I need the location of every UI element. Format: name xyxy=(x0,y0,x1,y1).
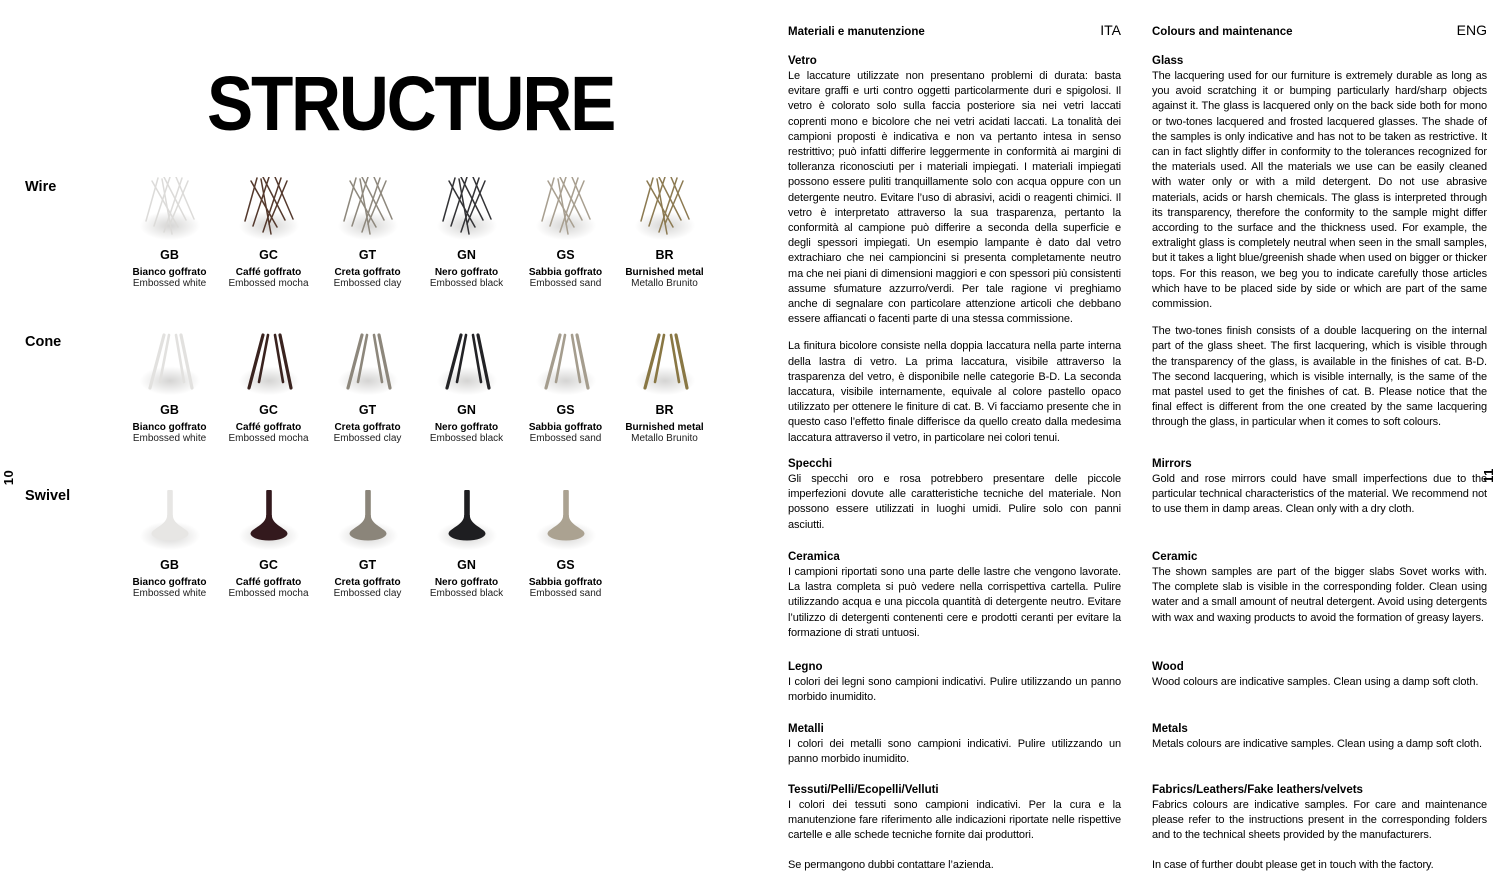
finish-name-alt: Embossed clay xyxy=(333,588,402,599)
section-paragraph: La finitura bicolore consiste nella doppia laccatura nella parte interna della lastra di vetro. La prima laccatura, visibile attraverso la trasparenza del vetro, è disponibile nelle categorie B-D. La seconda laccatura, visibile internamente, equivale al colore pastello opaco utilizzato per ottenere le finiture di cat. B. Vi facciamo presente che in questo caso l’effetto finale differisce da quello creato dalla medesima laccatura attraverso il vetro, in particolare nei colori tenui. xyxy=(788,340,1121,444)
finish-code: GT xyxy=(358,248,377,262)
wire-base-icon xyxy=(436,177,498,242)
wire-base-icon xyxy=(634,177,696,242)
swatch-row-swivel xyxy=(120,487,615,599)
section-heading: Ceramic xyxy=(1152,551,1198,563)
section-heading: Tessuti/Pelli/Ecopelli/Velluti xyxy=(788,784,939,796)
section-wood xyxy=(1152,660,1487,690)
finish-name-alt: Embossed black xyxy=(429,278,504,289)
section-footer-eng xyxy=(1152,858,1487,873)
section-glass xyxy=(1152,54,1487,431)
finish-name-alt: Embossed sand xyxy=(529,433,602,444)
ita-column xyxy=(788,22,1121,871)
section-footer-ita xyxy=(788,858,1121,873)
section-paragraph: I colori dei tessuti sono campioni indicativi. Per la cura e la manutenzione fare riferimento alle indicazioni riportate nelle rispettive cartelle e alle schede tecniche fornite dai produttori. xyxy=(788,799,1121,842)
finish-swatch-cone-gn xyxy=(417,332,516,444)
finish-name-alt: Embossed clay xyxy=(333,433,402,444)
section-metals xyxy=(1152,722,1487,752)
finish-name: Caffé goffrato xyxy=(235,577,302,588)
finish-name: Caffé goffrato xyxy=(235,422,302,433)
section-paragraph: The two-tones finish consists of a double lacquering on the internal part of the glass sheet. The first lacquering, which is visible through the transparency of the glass, is available in the finishes of cat. B-D. The second lacquering, which is visible internally, is the same of the mat pastel used to get the finishes of cat. B. Please notice that the final effect is different from the one created by the same lacquering through the glass, in particular when it comes to soft colours. xyxy=(1152,325,1487,429)
finish-swatch-wire-gb xyxy=(120,177,219,289)
finish-name: Sabbia goffrato xyxy=(528,422,603,433)
section-paragraph: In case of further doubt please get in touch with the factory. xyxy=(1152,859,1434,871)
section-paragraph: The lacquering used for our furniture is extremely durable as long as you avoid scratching it or bumping particularly hard/sharp objects against it. The glass is lacquered only on the back side both for mono or two-tones lacquered and frosted lacquered glasses. The shade of the samples is only indicative and has not to be taken as restrictive. It can in fact slightly differ in conformity to the tolerances recognized for the materials used. All the materials we use can be easily cleaned with water only or with a mild detergent. Do not use abrasive materials, acids or harsh chemicals. The glass is interpreted through its transparency, therefore the conformity to the sample might differ according to the surface and the thickness used. For example, the extralight glass is completely neutral when seen in the small samples, but it takes a light blue/greenish shade when used on bigger or thicker tops. For this reason, we beg you to indicate carefully those articles which have to be placed side by side or which are part of the same commission. xyxy=(1152,70,1487,311)
finish-swatch-swivel-gs xyxy=(516,487,615,599)
finish-swatch-wire-br xyxy=(615,177,714,289)
finish-code: GN xyxy=(457,403,476,417)
ita-language-badge: ITA xyxy=(1100,22,1121,38)
finish-name-alt: Embossed mocha xyxy=(228,278,309,289)
section-heading: Vetro xyxy=(788,55,817,67)
finish-code: GC xyxy=(259,558,278,572)
section-paragraph: Wood colours are indicative samples. Clean using a damp soft cloth. xyxy=(1152,676,1479,688)
finish-name: Nero goffrato xyxy=(434,422,499,433)
swivel-base-icon xyxy=(337,487,399,552)
row-label-cone: Cone xyxy=(25,334,62,350)
finish-code: BR xyxy=(655,248,674,262)
eng-column xyxy=(1152,22,1487,871)
finish-code: GN xyxy=(457,558,476,572)
finish-name: Bianco goffrato xyxy=(132,577,207,588)
wire-base-icon xyxy=(139,177,201,242)
section-heading: Mirrors xyxy=(1152,458,1192,470)
finish-name-alt: Embossed black xyxy=(429,433,504,444)
section-heading: Specchi xyxy=(788,458,833,470)
cone-base-icon xyxy=(535,332,597,397)
finish-swatch-cone-br xyxy=(615,332,714,444)
section-metalli xyxy=(788,722,1121,767)
finish-name: Caffé goffrato xyxy=(235,267,302,278)
section-paragraph: Fabrics colours are indicative samples. For care and maintenance please refer to the instructions present in the corresponding folders and to the technical sheets provided by the manufacturers. xyxy=(1152,799,1487,842)
ita-header-title: Materiali e manutenzione xyxy=(788,26,925,38)
finish-name: Sabbia goffrato xyxy=(528,577,603,588)
finish-swatch-cone-gb xyxy=(120,332,219,444)
page-title: STRUCTURE xyxy=(207,60,615,147)
finish-swatch-swivel-gn xyxy=(417,487,516,599)
finish-name: Nero goffrato xyxy=(434,267,499,278)
finish-code: GS xyxy=(556,248,575,262)
section-heading: Legno xyxy=(788,661,823,673)
section-paragraph: I campioni riportati sono una parte delle lastre che vengono lavorate. La lastra completa si può vedere nella corrispettiva cartella. Pulire utilizzando acqua e una piccola quantità di detergente neutro. Evitare l’utilizzo di detergenti contenenti cere e prodotti ceranti per evitare la formazione di strati untuosi. xyxy=(788,566,1121,639)
cone-base-icon xyxy=(337,332,399,397)
finish-swatch-swivel-gt xyxy=(318,487,417,599)
cone-base-icon xyxy=(436,332,498,397)
section-paragraph: Metals colours are indicative samples. Clean using a damp soft cloth. xyxy=(1152,738,1482,750)
finish-name-alt: Embossed clay xyxy=(333,278,402,289)
cone-base-icon xyxy=(634,332,696,397)
finish-swatch-wire-gs xyxy=(516,177,615,289)
section-vetro xyxy=(788,54,1121,446)
section-heading: Wood xyxy=(1152,661,1184,673)
finish-code: GS xyxy=(556,403,575,417)
section-ceramica xyxy=(788,550,1121,641)
finish-name: Burnished metal xyxy=(625,267,704,278)
section-specchi xyxy=(788,457,1121,533)
finish-name-alt: Embossed sand xyxy=(529,588,602,599)
finish-swatch-wire-gn xyxy=(417,177,516,289)
finish-code: GB xyxy=(160,403,179,417)
finish-name-alt: Embossed mocha xyxy=(228,588,309,599)
page-number-left: 10 xyxy=(1,469,17,486)
swatch-row-cone xyxy=(120,332,714,444)
finish-swatch-cone-gs xyxy=(516,332,615,444)
finish-name-alt: Embossed white xyxy=(132,433,207,444)
finish-name-alt: Embossed black xyxy=(429,588,504,599)
wire-base-icon xyxy=(535,177,597,242)
section-paragraph: The shown samples are part of the bigger slabs Sovet works with. The complete slab is visible in the corresponding folder. Clean using water and a small amount of neutral detergent. Avoid using detergents with wax and waxing products to avoid the formation of greasy layers. xyxy=(1152,566,1487,624)
section-heading: Ceramica xyxy=(788,551,840,563)
finish-code: BR xyxy=(655,403,674,417)
finish-name-alt: Embossed white xyxy=(132,278,207,289)
finish-code: GB xyxy=(160,558,179,572)
finish-name-alt: Embossed white xyxy=(132,588,207,599)
section-heading: Glass xyxy=(1152,55,1184,67)
finish-name-alt: Embossed sand xyxy=(529,278,602,289)
section-ceramic xyxy=(1152,550,1487,626)
finish-name: Bianco goffrato xyxy=(132,422,207,433)
section-paragraph: Gli specchi oro e rosa potrebbero presentare delle piccole imperfezioni dovute alle caratteristiche tecniche del materiale. Non possono essere utilizzati in luoghi umidi. Pulire solo con panni asciutti. xyxy=(788,473,1121,531)
finish-name: Nero goffrato xyxy=(434,577,499,588)
row-label-wire: Wire xyxy=(25,179,57,195)
section-paragraph: I colori dei metalli sono campioni indicativi. Pulire utilizzando un panno morbido inumidito. xyxy=(788,738,1121,766)
swivel-base-icon xyxy=(436,487,498,552)
cone-base-icon xyxy=(139,332,201,397)
section-heading: Metals xyxy=(1152,723,1188,735)
section-fabrics xyxy=(1152,783,1487,844)
section-heading: Fabrics/Leathers/Fake leathers/velvets xyxy=(1152,784,1363,796)
finish-code: GN xyxy=(457,248,476,262)
wire-base-icon xyxy=(238,177,300,242)
finish-name: Burnished metal xyxy=(625,422,704,433)
finish-name-alt: Embossed mocha xyxy=(228,433,309,444)
row-label-swivel: Swivel xyxy=(25,488,71,504)
finish-swatch-wire-gt xyxy=(318,177,417,289)
swivel-base-icon xyxy=(535,487,597,552)
section-tessuti xyxy=(788,783,1121,844)
section-paragraph: Gold and rose mirrors could have small imperfections due to the particular technical characteristics of the material. We recommend not to use them in damp areas. Clean only with a dry cloth. xyxy=(1152,473,1487,516)
finish-swatch-cone-gt xyxy=(318,332,417,444)
finish-code: GB xyxy=(160,248,179,262)
eng-column-header xyxy=(1152,22,1487,38)
swivel-base-icon xyxy=(139,487,201,552)
swatch-row-wire xyxy=(120,177,714,289)
finish-code: GS xyxy=(556,558,575,572)
finish-code: GT xyxy=(358,403,377,417)
finish-name: Sabbia goffrato xyxy=(528,267,603,278)
finish-code: GC xyxy=(259,403,278,417)
finish-name: Creta goffrato xyxy=(334,577,401,588)
section-legno xyxy=(788,660,1121,705)
eng-language-badge: ENG xyxy=(1456,22,1487,38)
finish-swatch-swivel-gc xyxy=(219,487,318,599)
section-paragraph: Se permangono dubbi contattare l’azienda. xyxy=(788,859,994,871)
section-mirrors xyxy=(1152,457,1487,518)
cone-base-icon xyxy=(238,332,300,397)
finish-name: Bianco goffrato xyxy=(132,267,207,278)
finish-name: Creta goffrato xyxy=(334,422,401,433)
finish-swatch-swivel-gb xyxy=(120,487,219,599)
section-paragraph: Le laccature utilizzate non presentano problemi di durata: basta evitare graffi e urti contro oggetti particolarmente duri e spigolosi. Il vetro è colorato solo sulla faccia posteriore sia nei vetri laccati coprenti mono e bicolore che nei vetri acidati laccati. La tonalità dei campioni proposti è indicativa e non va pertanto intesa in senso restrittivo; può infatti differire leggermente in conformità ai margini di tolleranza riconosciuti per i materiali impiegati. I materiali impiegati possono essere puliti tranquillamente solo con acqua oppure con un detergente neutro. Evitare l’uso di abrasivi, acidi o reagenti chimici. Il vetro è interpretato attraverso la sua trasparenza, pertanto la conformità al campione può differire a seconda della superficie e degli spessori impiegati. Un esempio lampante è dato dal vetro extrachiaro che nei campioncini si presenta completamente neutro ma che nei piani di dimensioni maggiori e con spessori più consistenti assume sfumature azzurro/verdi. Per tale ragione vi preghiamo anche di segnalare con particolare attenzione articoli che debbano essere affiancati o facenti parte di una stessa commissione. xyxy=(788,70,1121,326)
eng-header-title: Colours and maintenance xyxy=(1152,26,1293,38)
finish-name: Creta goffrato xyxy=(334,267,401,278)
finish-name-alt: Metallo Brunito xyxy=(631,433,698,444)
finish-name-alt: Metallo Brunito xyxy=(631,278,698,289)
section-paragraph: I colori dei legni sono campioni indicativi. Pulire utilizzando un panno morbido inumidito. xyxy=(788,676,1121,704)
section-heading: Metalli xyxy=(788,723,824,735)
page-number-right: 11 xyxy=(1480,468,1496,483)
finish-code: GC xyxy=(259,248,278,262)
finish-swatch-wire-gc xyxy=(219,177,318,289)
finish-swatch-cone-gc xyxy=(219,332,318,444)
swivel-base-icon xyxy=(238,487,300,552)
finish-code: GT xyxy=(358,558,377,572)
ita-column-header xyxy=(788,22,1121,38)
wire-base-icon xyxy=(337,177,399,242)
